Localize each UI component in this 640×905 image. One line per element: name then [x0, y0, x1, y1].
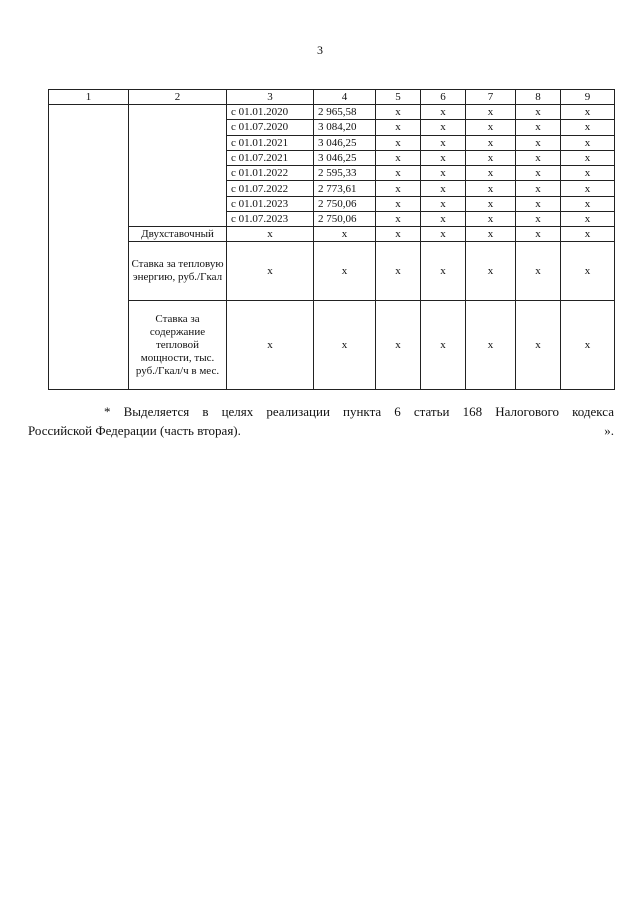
- x-cell: х: [516, 150, 561, 165]
- header-cell: 8: [516, 90, 561, 105]
- value-cell: 3 046,25: [314, 135, 376, 150]
- x-cell: х: [516, 242, 561, 301]
- period-cell: с 01.07.2020: [227, 120, 314, 135]
- tariff-table: [48, 89, 615, 390]
- value-cell: 2 750,06: [314, 212, 376, 227]
- x-cell: х: [421, 242, 466, 301]
- x-cell: х: [421, 105, 466, 120]
- x-cell: х: [516, 135, 561, 150]
- x-cell: х: [516, 212, 561, 227]
- period-cell: с 01.01.2021: [227, 135, 314, 150]
- x-cell: х: [376, 166, 421, 181]
- x-cell: х: [421, 120, 466, 135]
- x-cell: х: [376, 150, 421, 165]
- x-cell: х: [561, 301, 615, 390]
- footnote-line-1: * Выделяется в целях реализации пункта 6 статьи 168 Налогового кодекса: [104, 404, 614, 419]
- header-cell: 3: [227, 90, 314, 105]
- x-cell: х: [376, 120, 421, 135]
- x-cell: х: [561, 135, 615, 150]
- x-cell: х: [466, 120, 516, 135]
- period-cell: с 01.07.2021: [227, 150, 314, 165]
- header-cell: 2: [129, 90, 227, 105]
- x-cell: х: [516, 166, 561, 181]
- x-cell: х: [376, 181, 421, 196]
- x-cell: х: [561, 166, 615, 181]
- x-cell: х: [376, 212, 421, 227]
- period-cell: с 01.07.2022: [227, 181, 314, 196]
- x-cell: х: [421, 212, 466, 227]
- x-cell: х: [561, 120, 615, 135]
- x-cell: х: [466, 242, 516, 301]
- x-cell: х: [314, 301, 376, 390]
- x-cell: х: [561, 150, 615, 165]
- footnote-line-2: Российской Федерации (часть вторая).: [28, 423, 241, 438]
- x-cell: х: [421, 196, 466, 211]
- x-cell: х: [516, 120, 561, 135]
- x-cell: х: [227, 227, 314, 242]
- table-row: [49, 227, 615, 242]
- x-cell: х: [466, 212, 516, 227]
- x-cell: х: [516, 301, 561, 390]
- x-cell: х: [516, 181, 561, 196]
- value-cell: 2 750,06: [314, 196, 376, 211]
- x-cell: х: [376, 135, 421, 150]
- x-cell: х: [466, 196, 516, 211]
- merged-cell-col-2: [129, 105, 227, 227]
- header-cell: 1: [49, 90, 129, 105]
- period-cell: с 01.01.2023: [227, 196, 314, 211]
- table-row: [49, 301, 615, 390]
- x-cell: х: [466, 301, 516, 390]
- table-row: [49, 105, 615, 120]
- x-cell: х: [421, 166, 466, 181]
- header-cell: 6: [421, 90, 466, 105]
- x-cell: х: [314, 242, 376, 301]
- value-cell: 2 965,58: [314, 105, 376, 120]
- table-row: [49, 242, 615, 301]
- x-cell: х: [376, 105, 421, 120]
- value-cell: 3 046,25: [314, 150, 376, 165]
- x-cell: х: [561, 181, 615, 196]
- x-cell: х: [561, 242, 615, 301]
- value-cell: 3 084,20: [314, 120, 376, 135]
- x-cell: х: [561, 212, 615, 227]
- x-cell: х: [421, 135, 466, 150]
- x-cell: х: [561, 227, 615, 242]
- header-cell: 5: [376, 90, 421, 105]
- x-cell: х: [421, 181, 466, 196]
- x-cell: х: [516, 105, 561, 120]
- x-cell: х: [376, 242, 421, 301]
- x-cell: х: [314, 227, 376, 242]
- x-cell: х: [421, 301, 466, 390]
- period-cell: с 01.07.2023: [227, 212, 314, 227]
- x-cell: х: [466, 135, 516, 150]
- page-number: 3: [317, 43, 323, 57]
- header-cell: 9: [561, 90, 615, 105]
- x-cell: х: [516, 196, 561, 211]
- table-header-row: [49, 90, 615, 105]
- x-cell: х: [466, 227, 516, 242]
- x-cell: х: [466, 105, 516, 120]
- x-cell: х: [227, 242, 314, 301]
- x-cell: х: [466, 181, 516, 196]
- x-cell: х: [376, 196, 421, 211]
- x-cell: х: [376, 227, 421, 242]
- x-cell: х: [376, 301, 421, 390]
- header-cell: 7: [466, 90, 516, 105]
- row-label-cell: Ставка за тепловую энергию, руб./Гкал: [129, 242, 227, 301]
- x-cell: х: [466, 166, 516, 181]
- x-cell: х: [561, 105, 615, 120]
- period-cell: с 01.01.2020: [227, 105, 314, 120]
- x-cell: х: [421, 150, 466, 165]
- x-cell: х: [227, 301, 314, 390]
- x-cell: х: [561, 196, 615, 211]
- merged-cell-col-1: [49, 105, 129, 390]
- footnote: [28, 402, 614, 440]
- header-cell: 4: [314, 90, 376, 105]
- footnote-closing-quote: ».: [604, 423, 614, 438]
- row-label-cell: Двухставочный: [129, 227, 227, 242]
- row-label-cell: Ставка за содержание тепловой мощности, тыс. руб./Гкал/ч в мес.: [129, 301, 227, 390]
- value-cell: 2 773,61: [314, 181, 376, 196]
- x-cell: х: [466, 150, 516, 165]
- period-cell: с 01.01.2022: [227, 166, 314, 181]
- value-cell: 2 595,33: [314, 166, 376, 181]
- x-cell: х: [516, 227, 561, 242]
- x-cell: х: [421, 227, 466, 242]
